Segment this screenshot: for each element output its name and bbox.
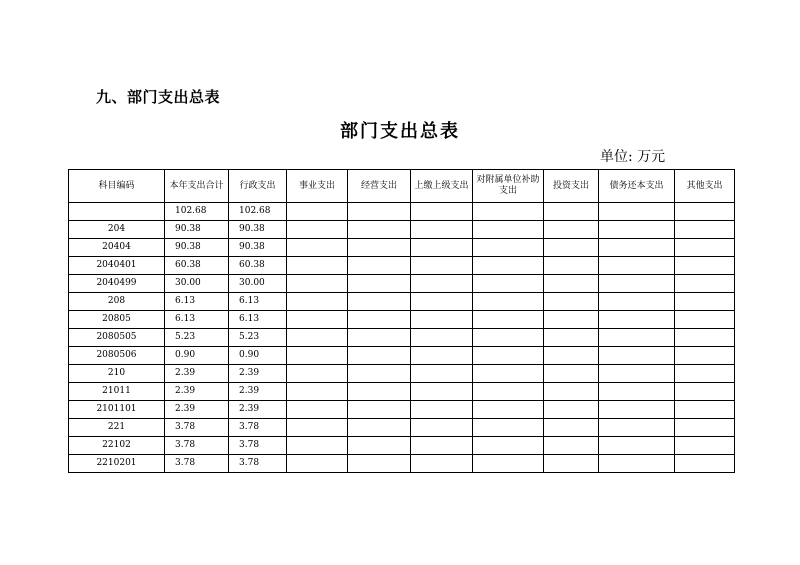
empty-cell [675,311,735,329]
admin-cell: 3.78 [229,437,287,455]
code-cell: 20404 [69,239,165,257]
admin-cell: 60.38 [229,257,287,275]
total-cell: 0.90 [165,347,229,365]
code-cell: 204 [69,221,165,239]
empty-cell [411,329,473,347]
table-row [69,257,735,275]
empty-cell [411,203,473,221]
code-cell [69,203,165,221]
admin-cell: 2.39 [229,401,287,419]
table-row [69,203,735,221]
admin-cell: 90.38 [229,221,287,239]
empty-cell [675,293,735,311]
total-cell: 6.13 [165,293,229,311]
empty-cell [675,257,735,275]
column-header: 对附属单位补助支出 [473,170,544,203]
code-cell: 2080505 [69,329,165,347]
empty-cell [348,293,411,311]
table-row [69,455,735,473]
empty-cell [348,239,411,257]
empty-cell [411,311,473,329]
empty-cell [287,203,348,221]
page-title: 部门支出总表 [340,121,460,142]
table-body [69,203,735,473]
empty-cell [473,437,544,455]
empty-cell [473,293,544,311]
empty-cell [473,311,544,329]
empty-cell [287,383,348,401]
admin-cell: 2.39 [229,383,287,401]
empty-cell [473,257,544,275]
empty-cell [348,419,411,437]
empty-cell [411,257,473,275]
empty-cell [599,455,675,473]
empty-cell [411,419,473,437]
empty-cell [675,275,735,293]
table-row [69,365,735,383]
empty-cell [473,383,544,401]
admin-cell: 0.90 [229,347,287,365]
admin-cell: 30.00 [229,275,287,293]
empty-cell [599,401,675,419]
empty-cell [473,221,544,239]
empty-cell [287,311,348,329]
empty-cell [473,275,544,293]
empty-cell [411,455,473,473]
empty-cell [544,437,599,455]
empty-cell [544,365,599,383]
empty-cell [599,383,675,401]
empty-cell [473,455,544,473]
total-cell: 90.38 [165,239,229,257]
table-row [69,401,735,419]
empty-cell [411,365,473,383]
table-row [69,293,735,311]
empty-cell [411,383,473,401]
empty-cell [675,347,735,365]
column-header: 科目编码 [69,170,165,203]
table-row [69,347,735,365]
empty-cell [287,221,348,239]
empty-cell [675,401,735,419]
empty-cell [473,329,544,347]
empty-cell [544,293,599,311]
empty-cell [473,419,544,437]
table-row [69,383,735,401]
table-row [69,221,735,239]
empty-cell [348,437,411,455]
empty-cell [473,365,544,383]
empty-cell [599,293,675,311]
code-cell: 2040401 [69,257,165,275]
empty-cell [675,329,735,347]
empty-cell [544,455,599,473]
unit-note: 单位: 万元 [600,149,666,165]
empty-cell [411,221,473,239]
empty-cell [599,239,675,257]
column-header: 上缴上级支出 [411,170,473,203]
empty-cell [287,239,348,257]
empty-cell [348,221,411,239]
admin-cell: 102.68 [229,203,287,221]
empty-cell [348,455,411,473]
empty-cell [411,275,473,293]
empty-cell [675,419,735,437]
total-cell: 30.00 [165,275,229,293]
empty-cell [348,203,411,221]
column-header: 本年支出合计 [165,170,229,203]
empty-cell [544,239,599,257]
empty-cell [599,203,675,221]
admin-cell: 6.13 [229,293,287,311]
code-cell: 21011 [69,383,165,401]
header-row [69,170,735,203]
code-cell: 20805 [69,311,165,329]
empty-cell [348,311,411,329]
column-header: 事业支出 [287,170,348,203]
code-cell: 2101101 [69,401,165,419]
empty-cell [473,401,544,419]
empty-cell [675,365,735,383]
empty-cell [675,221,735,239]
code-cell: 210 [69,365,165,383]
empty-cell [473,239,544,257]
empty-cell [599,365,675,383]
table-row [69,419,735,437]
total-cell: 102.68 [165,203,229,221]
empty-cell [599,311,675,329]
admin-cell: 5.23 [229,329,287,347]
total-cell: 6.13 [165,311,229,329]
total-cell: 3.78 [165,455,229,473]
empty-cell [348,329,411,347]
total-cell: 2.39 [165,401,229,419]
empty-cell [544,311,599,329]
empty-cell [287,293,348,311]
empty-cell [411,437,473,455]
total-cell: 5.23 [165,329,229,347]
table-row [69,239,735,257]
empty-cell [348,383,411,401]
empty-cell [287,275,348,293]
empty-cell [675,455,735,473]
empty-cell [287,437,348,455]
table-row [69,437,735,455]
empty-cell [287,365,348,383]
total-cell: 60.38 [165,257,229,275]
empty-cell [348,347,411,365]
total-cell: 90.38 [165,221,229,239]
total-cell: 3.78 [165,437,229,455]
empty-cell [544,401,599,419]
empty-cell [675,383,735,401]
empty-cell [599,275,675,293]
empty-cell [544,383,599,401]
empty-cell [287,455,348,473]
column-header: 其他支出 [675,170,735,203]
admin-cell: 90.38 [229,239,287,257]
expense-summary-table [68,169,735,473]
empty-cell [287,401,348,419]
table-row [69,311,735,329]
empty-cell [411,347,473,365]
empty-cell [411,401,473,419]
empty-cell [544,275,599,293]
total-cell: 2.39 [165,383,229,401]
empty-cell [599,347,675,365]
section-heading: 九、部门支出总表 [96,88,221,106]
code-cell: 221 [69,419,165,437]
empty-cell [287,419,348,437]
table-row [69,275,735,293]
empty-cell [411,239,473,257]
total-cell: 2.39 [165,365,229,383]
code-cell: 2080506 [69,347,165,365]
empty-cell [348,275,411,293]
empty-cell [287,347,348,365]
column-header: 投资支出 [544,170,599,203]
admin-cell: 3.78 [229,419,287,437]
table-row [69,329,735,347]
code-cell: 208 [69,293,165,311]
empty-cell [348,365,411,383]
empty-cell [599,419,675,437]
column-header: 债务还本支出 [599,170,675,203]
empty-cell [287,257,348,275]
empty-cell [411,293,473,311]
admin-cell: 6.13 [229,311,287,329]
empty-cell [675,203,735,221]
admin-cell: 3.78 [229,455,287,473]
empty-cell [348,257,411,275]
column-header: 经营支出 [348,170,411,203]
empty-cell [544,347,599,365]
empty-cell [599,329,675,347]
empty-cell [544,203,599,221]
empty-cell [544,221,599,239]
total-cell: 3.78 [165,419,229,437]
code-cell: 2040499 [69,275,165,293]
empty-cell [473,203,544,221]
empty-cell [473,347,544,365]
admin-cell: 2.39 [229,365,287,383]
empty-cell [544,257,599,275]
empty-cell [599,221,675,239]
empty-cell [544,329,599,347]
empty-cell [348,401,411,419]
empty-cell [675,239,735,257]
empty-cell [287,329,348,347]
empty-cell [599,437,675,455]
code-cell: 2210201 [69,455,165,473]
empty-cell [675,437,735,455]
column-header: 行政支出 [229,170,287,203]
empty-cell [544,419,599,437]
empty-cell [599,257,675,275]
code-cell: 22102 [69,437,165,455]
